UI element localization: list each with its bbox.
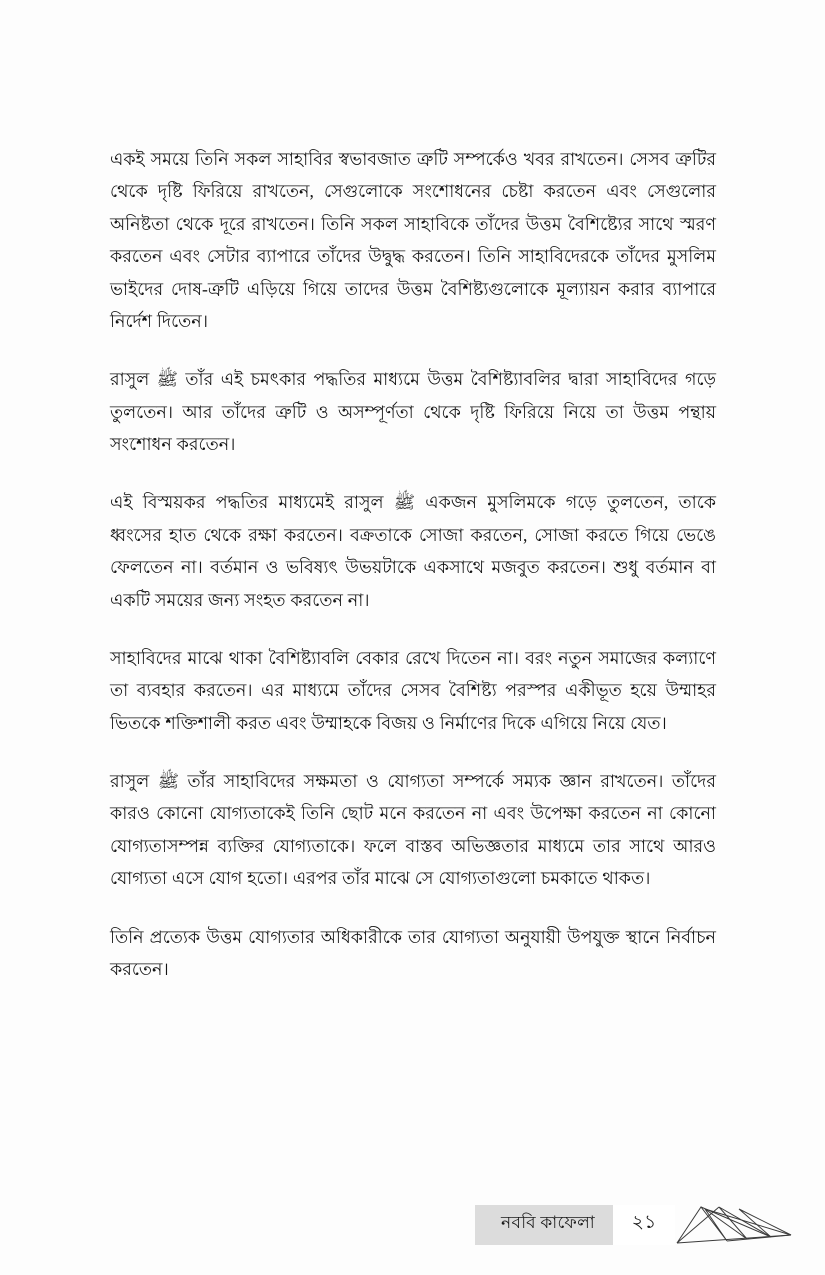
footer-band: [475, 1205, 795, 1245]
page-footer: [0, 1199, 825, 1245]
footer-book-title: নববি কাফেলা: [475, 1205, 613, 1245]
body-paragraph-3: এই বিস্ময়কর পদ্ধতির মাধ্যমেই রাসুল ﷺ একজন মুসলিমকে গড়ে তুলতেন, তাকে ধ্বংসের হাত থেকে রক্ষা করতেন। বক্রতাকে সোজা করতেন, সোজা করতে গিয়ে ভেঙে ফেলতেন না। বর্তমান ও ভবিষ্যৎ উভয়টাকে একসাথে মজবুত করতেন। শুধু বর্তমান বা একটি সময়ের জন্য সংহত করতেন না।: [110, 492, 716, 610]
footer-page-number: ২১: [613, 1205, 675, 1245]
footer-ornament-icon: [675, 1205, 795, 1245]
body-paragraph-2: রাসুল ﷺ তাঁর এই চমৎকার পদ্ধতির মাধ্যমে উত্তম বৈশিষ্ট্যাবলির দ্বারা সাহাবিদের গড়ে তুলতেন। আর তাঁদের ত্রুটি ও অসম্পূর্ণতা থেকে দৃষ্টি ফিরিয়ে নিয়ে তা উত্তম পন্থায় সংশোধন করতেন।: [110, 369, 716, 454]
body-paragraph-1: একই সময়ে তিনি সকল সাহাবির স্বভাবজাত ত্রুটি সম্পর্কেও খবর রাখতেন। সেসব ত্রুটির থেকে দৃষ্টি ফিরিয়ে রাখতেন, সেগুলোকে সংশোধনের চেষ্টা করতেন এবং সেগুলোর অনিষ্টতা থেকে দূরে রাখতেন। তিনি সকল সাহাবিকে তাঁদের উত্তম বৈশিষ্ট্যের সাথে স্মরণ করতেন এবং সেটার ব্যাপারে তাঁদের উদ্বুদ্ধ করতেন। তিনি সাহাবিদেরকে তাঁদের মুসলিম ভাইদের দোষ-ত্রুটি এড়িয়ে গিয়ে তাদের উত্তম বৈশিষ্ট্যগুলোকে মূল্যায়ন করার ব্যাপারে নির্দেশ দিতেন।: [110, 149, 716, 331]
body-paragraph-6: তিনি প্রত্যেক উত্তম যোগ্যতার অধিকারীকে তার যোগ্যতা অনুযায়ী উপযুক্ত স্থানে নির্বাচন করতেন।: [110, 926, 716, 979]
body-paragraph-5: রাসুল ﷺ তাঁর সাহাবিদের সক্ষমতা ও যোগ্যতা সম্পর্কে সম্যক জ্ঞান রাখতেন। তাঁদের কারও কোনো যোগ্যতাকেই তিনি ছোট মনে করতেন না এবং উপেক্ষা করতেন না কোনো যোগ্যতাসম্পন্ন ব্যক্তির যোগ্যতাকে। ফলে বাস্তব অভিজ্ঞতার মাধ্যমে তার সাথে আরও যোগ্যতা এসে যোগ হতো। এরপর তাঁর মাঝে সে যোগ্যতাগুলো চমকাতে থাকত।: [110, 771, 716, 889]
body-paragraph-4: সাহাবিদের মাঝে থাকা বৈশিষ্ট্যাবলি বেকার রেখে দিতেন না। বরং নতুন সমাজের কল্যাণে তা ব্যবহার করতেন। এর মাধ্যমে তাঁদের সেসব বৈশিষ্ট্য পরস্পর একীভূত হয়ে উম্মাহর ভিতকে শক্তিশালী করত এবং উম্মাহকে বিজয় ও নির্মাণের দিকে এগিয়ে নিয়ে যেত।: [110, 647, 716, 733]
page-body-text: [110, 143, 716, 985]
